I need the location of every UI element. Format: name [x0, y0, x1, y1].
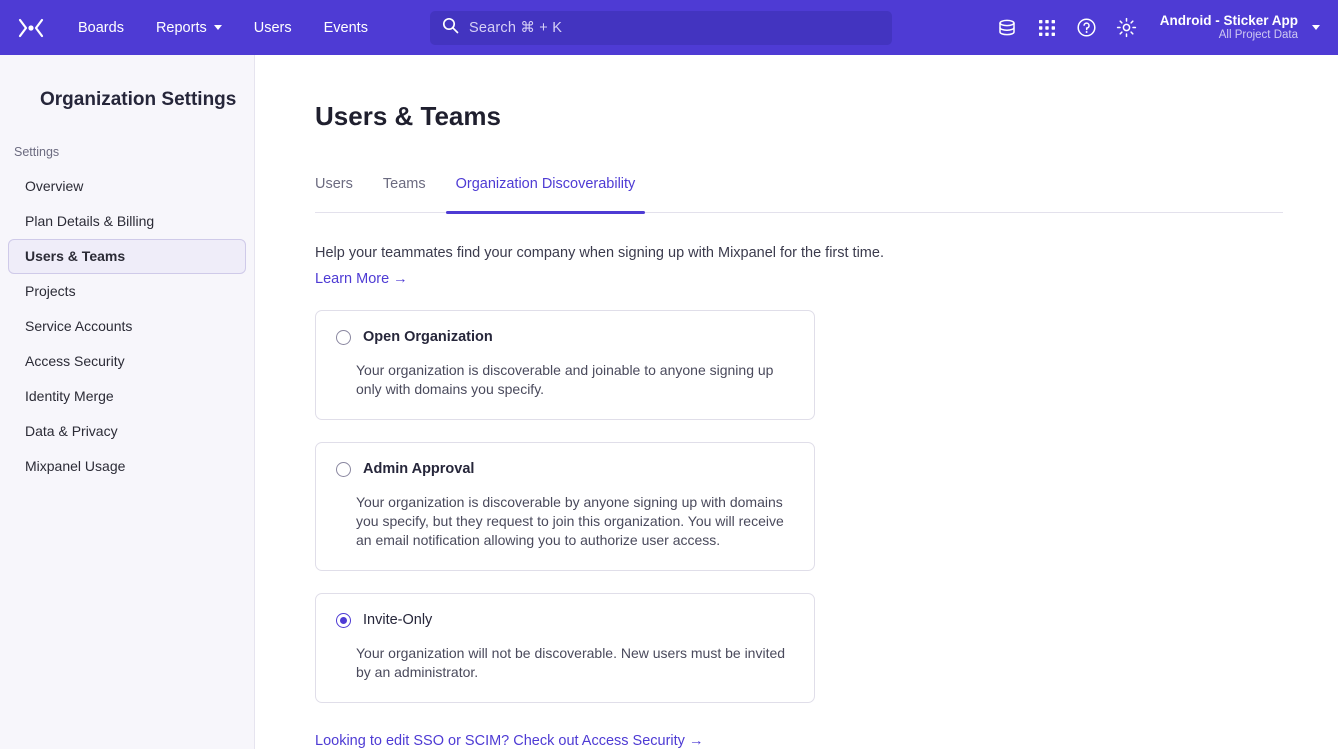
option-card-invite-only[interactable]: [315, 593, 815, 703]
primary-nav: [62, 14, 384, 42]
intro-text: Help your teammates find your company when signing up with Mixpanel for the first time.: [315, 245, 884, 261]
nav-item-label: Boards: [78, 19, 124, 36]
nav-item-boards[interactable]: [62, 14, 140, 42]
sidebar-item-label: Identity Merge: [25, 388, 114, 404]
sidebar-item-projects[interactable]: [8, 274, 246, 309]
sidebar-item-data-privacy[interactable]: [8, 414, 246, 449]
nav-item-label: Events: [323, 19, 368, 36]
sidebar-item-overview[interactable]: [8, 169, 246, 204]
option-header: [336, 461, 794, 477]
tab-label: Teams: [382, 176, 426, 192]
option-card-open-organization[interactable]: [315, 310, 815, 420]
nav-item-label: Users: [253, 19, 292, 36]
gear-icon[interactable]: [1110, 11, 1144, 45]
sidebar-title: Organization Settings: [40, 89, 237, 110]
option-title: Open Organization: [363, 329, 493, 345]
sidebar-item-label: Access Security: [25, 353, 125, 369]
main-content: [255, 55, 1338, 749]
sidebar-item-label: Data & Privacy: [25, 423, 118, 439]
tab-label: Users: [315, 176, 353, 192]
top-navigation-bar: [0, 0, 1338, 55]
learn-more-link[interactable]: Learn More →: [315, 271, 408, 287]
chevron-down-icon: [214, 25, 222, 30]
apps-grid-icon[interactable]: [1030, 11, 1064, 45]
option-title: Invite-Only: [363, 612, 433, 628]
search-icon: [442, 17, 459, 39]
nav-item-label: Reports: [155, 19, 207, 36]
sidebar-section-label: Settings: [14, 145, 60, 159]
sidebar-item-identity-merge[interactable]: [8, 379, 246, 414]
sidebar-item-label: Service Accounts: [25, 318, 133, 334]
project-selector[interactable]: [1150, 13, 1324, 43]
sidebar-item-label: Projects: [25, 283, 76, 299]
sidebar-item-plan-details-billing[interactable]: [8, 204, 246, 239]
sidebar-item-label: Mixpanel Usage: [25, 458, 126, 474]
option-description: Your organization will not be discoverable. New users must be invited by an administrator.: [356, 645, 786, 680]
settings-sidebar: [0, 55, 255, 749]
sidebar-item-label: Users & Teams: [25, 248, 126, 264]
tab-users[interactable]: [315, 176, 353, 212]
chevron-down-icon: [1312, 25, 1320, 30]
project-name: Android - Sticker App: [1159, 12, 1298, 28]
radio-invite-only[interactable]: [336, 613, 351, 628]
page-body: [0, 55, 1338, 749]
radio-admin-approval[interactable]: [336, 462, 351, 477]
option-description: Your organization is discoverable by anyone signing up with domains you specify, but they request to join this organization. You will receive an email notification allowing you to authorize user access.: [356, 494, 784, 548]
sidebar-item-mixpanel-usage[interactable]: [8, 449, 246, 484]
option-header: [336, 329, 794, 345]
sidebar-item-users-teams[interactable]: [8, 239, 246, 274]
topbar-actions: [990, 11, 1324, 45]
radio-open-organization[interactable]: [336, 330, 351, 345]
option-header: [336, 612, 794, 628]
search-placeholder: Search ⌘ + K: [469, 19, 563, 36]
project-subtitle: All Project Data: [1218, 28, 1298, 41]
help-circle-icon[interactable]: [1070, 11, 1104, 45]
nav-item-events[interactable]: [308, 14, 384, 42]
data-stack-icon[interactable]: [990, 11, 1024, 45]
sidebar-item-service-accounts[interactable]: [8, 309, 246, 344]
sidebar-item-label: Plan Details & Billing: [25, 213, 155, 229]
option-title: Admin Approval: [363, 461, 475, 477]
sidebar-item-access-security[interactable]: [8, 344, 246, 379]
access-security-link[interactable]: Looking to edit SSO or SCIM? Check out Access Security →: [315, 733, 704, 749]
option-card-admin-approval[interactable]: [315, 442, 815, 571]
option-description: Your organization is discoverable and joinable to anyone signing up only with domains you specify.: [356, 362, 774, 397]
tab-label: Organization Discoverability: [455, 176, 636, 192]
mixpanel-logo-icon[interactable]: [0, 15, 62, 41]
search-input[interactable]: [430, 11, 892, 45]
content-tabs: [315, 176, 1283, 213]
nav-item-users[interactable]: [238, 14, 308, 42]
sidebar-item-label: Overview: [25, 178, 84, 194]
nav-item-reports[interactable]: [140, 14, 238, 42]
tab-teams[interactable]: [383, 176, 426, 212]
page-title: Users & Teams: [315, 101, 501, 131]
tab-organization-discoverability[interactable]: [456, 176, 636, 212]
